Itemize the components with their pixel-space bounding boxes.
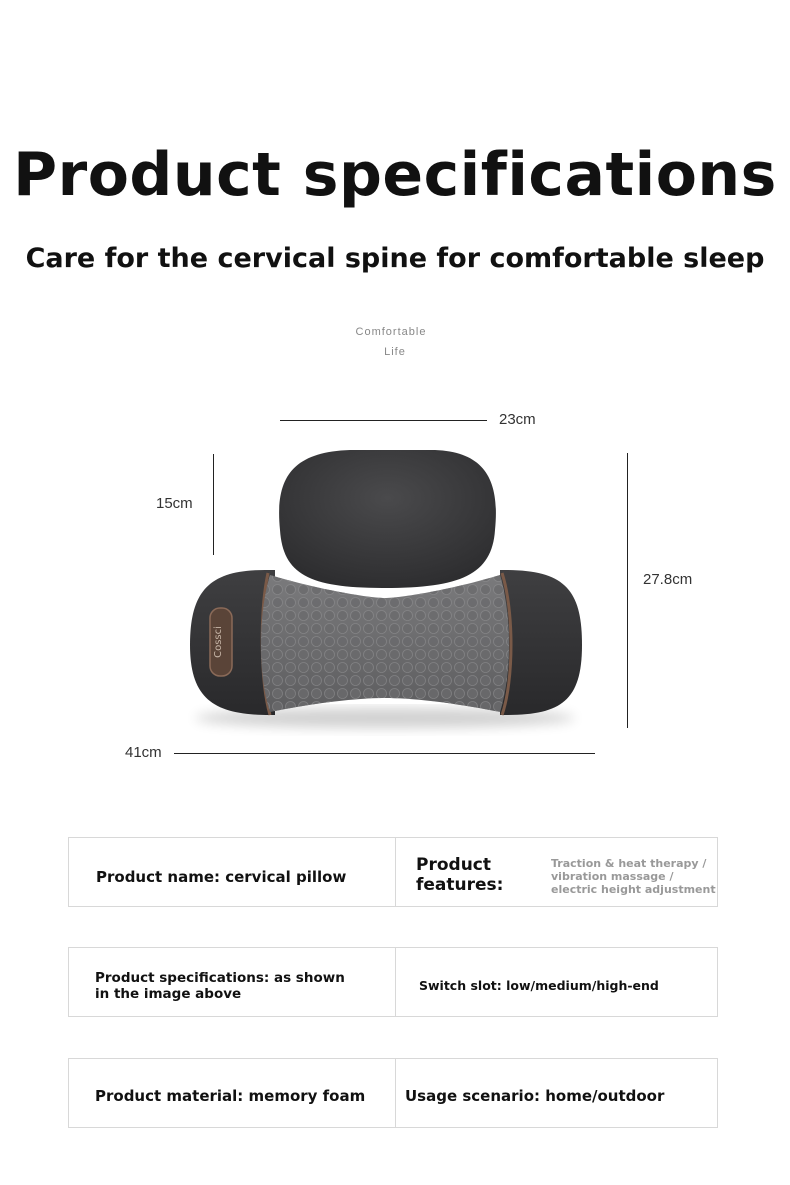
usage-scenario: Usage scenario: home/outdoor (405, 1087, 665, 1105)
product-specifications-line1: Product specifications: as shown (95, 970, 345, 986)
length-dimension-label: 41cm (125, 744, 162, 761)
product-specifications-line2: in the image above (95, 986, 242, 1002)
pillow-height-dimension-label: 15cm (156, 495, 193, 512)
tagline-comfortable: Comfortable (355, 326, 427, 338)
length-dimension-line (174, 753, 595, 754)
features-value-line3: electric height adjustment (551, 883, 716, 896)
page-title: Product specifications (13, 140, 777, 210)
features-value-line2: vibration massage / (551, 870, 674, 883)
width-dimension-label: 23cm (499, 411, 536, 428)
features-label-line2: features: (416, 875, 504, 895)
spec-row-2 (68, 947, 718, 1017)
total-height-dimension-label: 27.8cm (643, 571, 693, 588)
row-divider (395, 948, 396, 1016)
tagline-life: Life (384, 346, 406, 358)
brand-logo: Cossci (213, 626, 224, 658)
total-height-dimension-line (627, 453, 628, 728)
width-dimension-line (280, 420, 487, 421)
features-label-line1: Product (416, 855, 491, 875)
cervical-pillow-image (180, 440, 600, 740)
page-subtitle: Care for the cervical spine for comfortable sleep (25, 243, 765, 274)
spec-row-1 (68, 837, 718, 907)
row-divider (395, 838, 396, 906)
product-name: Product name: cervical pillow (96, 868, 347, 886)
spec-row-3 (68, 1058, 718, 1128)
product-material: Product material: memory foam (95, 1087, 366, 1105)
row-divider (395, 1059, 396, 1127)
switch-slot: Switch slot: low/medium/high-end (419, 978, 659, 993)
features-value-line1: Traction & heat therapy / (551, 857, 707, 870)
head-support-cushion (279, 450, 496, 588)
